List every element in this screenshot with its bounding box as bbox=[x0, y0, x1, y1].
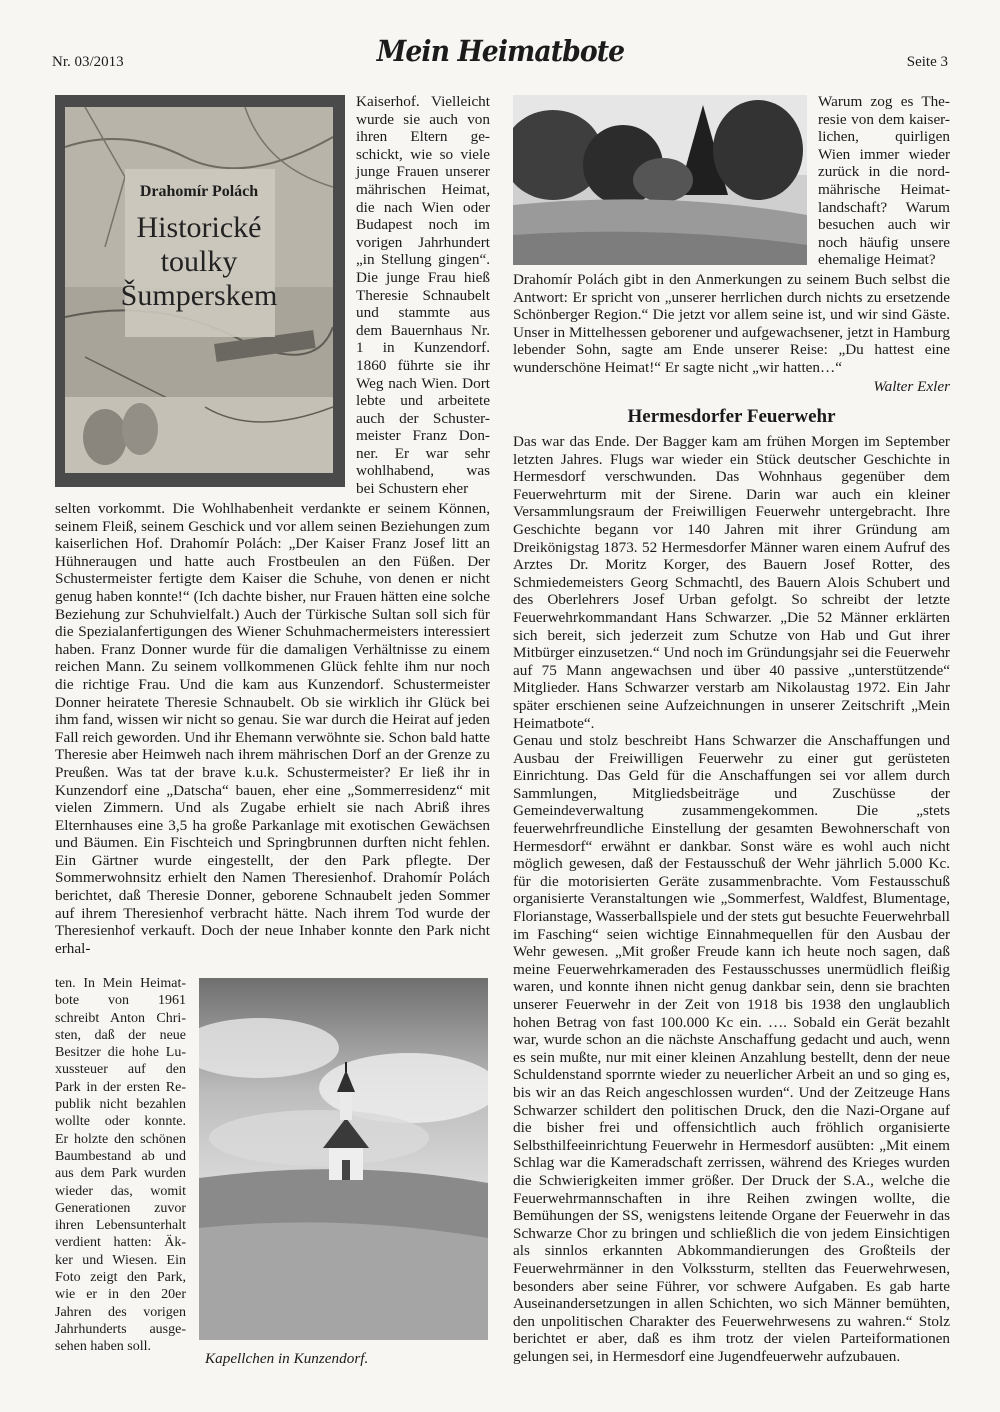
text-line: landschaft? Warum bbox=[818, 198, 950, 216]
text-line: bei Schustern eher bbox=[356, 480, 469, 498]
text-line: die nach Wien oder bbox=[356, 198, 490, 216]
text-line: wie er in den 20er bbox=[55, 1287, 186, 1303]
text-line: schickt, wie so viele bbox=[356, 145, 490, 163]
park-illustration bbox=[513, 95, 807, 265]
chapel-photo bbox=[199, 978, 488, 1340]
left-lower-wrap-lines bbox=[55, 975, 186, 1356]
right-paragraph-2: Das war das Ende. Der Bagger kam am frühen Morgen im September letzten Jahres. Flugs war wieder ein Stück deutscher Geschichte in Hermesdorf verschwunden. Das Wohnhaus gegenüber dem Feuerwehrturm mit der Sirene. Darin war auch ein kleiner Versammlungsraum der Freiwilligen Feuerwehr untergebracht. Ihre Geschichte begann vor 140 Jahren mit ihrer Gründung am Dreikönigstag 1873. 52 Hermesdorfer Männer waren einem Aufruf des Arztes Dr. Moritz Korger, des Bauern Josef Rotter, des Schmiedemeisters Georg Schmachtl, des Bauern Alois Schubert und des Oberlehrers Josef Urban gefolgt. So schreibt der letzte Feuerwehrkommandant Hans Schwarzer. „Die 52 Männer erklärten sich bereit, sich jederzeit zum Schutze von Hab und Gut ihrer Mitbürger einzusetzen.“ Und noch im Gründungsjahr sei die Feuerwehr auf 75 Mann angewachsen und über 40 passive „unterstützende“ Mitglieder. Hans Schwarzer verstarb am Nikolaustag 1972. Ein Jahr später erschienen seine Aufzeichnungen in unserer Zeitschrift „Mein Heimatbote“. bbox=[513, 433, 950, 732]
text-line: Foto zeigt den Park, bbox=[55, 1270, 186, 1286]
text-line: Er holzte den schönen bbox=[55, 1131, 186, 1147]
page-number: Seite 3 bbox=[906, 54, 948, 70]
text-line: vorigen Jahrhundert bbox=[356, 233, 490, 251]
text-line: mährischen Heimat, bbox=[356, 180, 490, 198]
text-line: publik nicht bezahlen bbox=[55, 1097, 186, 1113]
text-line: wollte oder konnte. bbox=[55, 1114, 186, 1130]
text-line: Die junge Frau hieß bbox=[356, 268, 490, 286]
text-line: lebte und arbeitete bbox=[356, 392, 490, 410]
text-line: 1860 führte sie ihr bbox=[356, 356, 490, 374]
right-article-text bbox=[513, 433, 950, 1365]
book-cover-image bbox=[55, 95, 345, 487]
text-line: resie von dem kaiser- bbox=[818, 110, 950, 128]
text-line: Jahrhunderts ausge- bbox=[55, 1321, 186, 1337]
text-line: ehemalige Heimat? bbox=[818, 251, 936, 269]
author-signature: Walter Exler bbox=[873, 378, 950, 395]
text-line: zurück in die nord- bbox=[818, 163, 950, 181]
text-line: ihren Lebensunterhalt bbox=[55, 1218, 186, 1234]
text-line: aus dem Park wurden bbox=[55, 1166, 186, 1182]
text-line: junge Frauen unserer bbox=[356, 163, 490, 181]
text-line: xussteuer auf den bbox=[55, 1062, 186, 1078]
right-paragraph-1: Drahomír Polách gibt in den Anmerkungen zu seinem Buch selbst die Antwort: Er spricht von „unserer herrlichen durch nichts zu ersetzende Schönberger Region.“ Die jetzt vor allem seine ist, und wir sind Gäste. Unser in Mittelhessen geborener und aufgewachsener, jetzt in Hamburg lebender Sohn, sagte am Ende unserer Reise: „Du hattest eine wunderschöne Heimat!“ Er sagte nicht „wir hatten…“ bbox=[513, 271, 950, 376]
issue-number: Nr. 03/2013 bbox=[52, 54, 124, 70]
left-paragraph: selten vorkommt. Die Wohlhabenheit verdankte er seinem Können, seinem Fleiß, seinem Geschick und vor allem seinen Beziehungen zum kaiserlichen Hof. Drahomír Polách: „Der Kaiser Franz Josef litt an Hühneraugen und hatte auch Frostbeulen an den Füßen. Der Schustermeister fertigte dem Kaiser die Schuhe, von denen er nicht genug haben konnte!“ (Ich dachte bisher, nur Frauen hätten eine solche Beziehung zur Schuhvielfalt.) Auch der Türkische Sultan soll sich für die Spezialanfertigungen des Wiener Schuhmachermeisters interessiert haben. Franz Donner wurde für die damaligen Verhältnisse zu einem reichen Mann. Zu seinem vollkommenen Glück fehlte ihm nur noch die richtige Frau. Und die kam aus Kunzendorf. Schustermeister Donner heiratete Theresie Schnaubelt. Ob sie wirklich ihr Glück bei ihm fand, wissen wir nicht so genau. Sie war durch die Heirat auf jeden Fall reich geworden. Und ihr Ehemann verwöhnte sie. Schon bald hatte Theresie aber Heimweh nach ihrem mährischen Dorf an der Grenze zu Preußen. Was tat der brave k.u.k. Schustermeister? Er ließ ihr in Kunzendorf eine „Datscha“ bauen, eher eine „Sommerresidenz“ mit vielen Zimmern. Und als Zugabe erhielt sie nach Abriß ihres Elternhauses eine 3,5 ha große Parkanlage mit exotischen Gewächsen und Bäumen. Ein Fischteich und Springbrunnen durften nicht fehlen. Ein Gärtner wurde eingestellt, der den Park pflegte. Der Sommerwohnsitz erhielt den Namen Theresienhof. Drahomír Polách berichtet, daß Theresie Donner, geborene Schnaubelt jeden Sommer auf ihrem Theresienhof verbracht hätte. Nach ihrem Tod wurde der Theresienhof verkauft. Doch der neue Inhaber konnte den Park nicht erhal- bbox=[55, 500, 490, 957]
chapel-illustration bbox=[199, 978, 488, 1340]
text-line: Generationen zuvor bbox=[55, 1200, 186, 1216]
right-wrap-lines bbox=[818, 93, 950, 269]
text-line: Besitzer die hohe Lu- bbox=[55, 1045, 186, 1061]
left-lower-wrap-text bbox=[55, 975, 186, 1356]
text-line: sten, daß der neue bbox=[55, 1027, 186, 1043]
right-paragraph-3: Genau und stolz beschreibt Hans Schwarzer die Anschaffungen und Ausbau der Freiwilligen Feuerwehr zu einer gut gerüsteten Einrichtung. Das Geld für die Anschaffungen sei vor allem durch Sammlungen, Mitgliedsbeiträge und Zuschüsse der Gemeindeverwaltung zusammengekommen. Die „stets feuerwehrfreundliche Einstellung der gesamten Bewohnerschaft von Hermesdorf“ erwähnt er dankbar. Sonst wäre es wohl auch nicht möglich gewesen, daß der Festausschuß der Wehr jährlich 5.000 Kc. für die motorisierten Geräte zusammenbrachte. Vom Festausschuß organisierte Veranstaltungen wie „Sommerfest, Waldfest, Blumentage, Florianstage, Wasserballspiele und der stets gut besuchte Feuerwehrball im Fasching“ seien wichtige Einnahmequellen für den Ausbau der Wehr gewesen. „Mit großer Freude kann ich heute noch sagen, daß meine Feuerwehrkameraden des Festausschusses unermüdlich fleißig waren, und konnte ihnen nicht genug dankbar sein, denn sie brachten unserer Feuerwehr in der Zeit von 1918 bis 1938 den unglaublich hohen Betrag von fast 100.000 Kc ein. …. Sobald ein Gerät bezahlt war, wurde schon an die nächste Anschaffung gedacht und auch, wenn es sein mußte, nur mit einer kleinen Anzahlung bestellt, denn der neue Schuldenstand sporrnte wieder zu neuerlicher Arbeit an und so ging es, bis wir an das Reich angeschlossen wurden“. Und der Zeitzeuge Hans Schwarzer schildert den politischen Druck, den die Nazi-Organe auf die bisher frei und offensichtlich auch fröhlich organisierte Selbsthilfeeinrichtung Feuerwehr in Hermesdorf ausübten: „Mit einem Schlag war die Kameradschaft zerrissen, während des Krieges wurden die Schwierigkeiten immer größer. Der Druck der S.A., welche die Feuerwehrmannschaften in ihre Reihen zwingen wollte, die Bemühungen der SS, wenigstens leitende Organe der Feuerwehr in das Schwarze Chor zu bringen und schließlich die von jedem Einsichtigen als sinnlos erkannten Abkommandierungen des Großteils der Feuerwehrmänner in den Volkssturm, stellten das Feuerwehrwesen, besonders aber seine Führer, vor schwere Aufgaben. Es gab harte Auseinandersetzungen in allen Schichten, wo sich Männer bemühten, den unpolitischen Charakter des Feuerwehrwesens zu wahren.“ Stolz berichtet er aber, daß es ihm trotz der vielen Parteiformationen gelungen sei, in Hermesdorf eine Jugendfeuerwehr aufzubauen. bbox=[513, 732, 950, 1365]
text-line: ihren Eltern ge- bbox=[356, 128, 490, 146]
text-line: ker und Wiesen. Ein bbox=[55, 1252, 186, 1268]
right-intro-text bbox=[513, 271, 950, 377]
text-line: Weg nach Wien. Dort bbox=[356, 374, 490, 392]
text-line: Theresie Schnaubelt bbox=[356, 286, 490, 304]
text-line: wieder das, womit bbox=[55, 1183, 186, 1199]
text-line: besuchen auch wir bbox=[818, 216, 950, 234]
text-line: Jahren des vorigen bbox=[55, 1304, 186, 1320]
text-line: „in Stellung gingen“. bbox=[356, 251, 490, 269]
left-wrap-lines bbox=[356, 93, 490, 498]
text-line: und stammte aus bbox=[356, 304, 490, 322]
text-line: mährische Heimat- bbox=[818, 180, 950, 198]
book-author: Drahomír Polách bbox=[139, 183, 259, 200]
text-line: Baumbestand ab und bbox=[55, 1148, 186, 1164]
text-line: meister Franz Don- bbox=[356, 427, 490, 445]
text-line: Park in der ersten Re- bbox=[55, 1079, 186, 1095]
masthead-title: Mein Heimatbote bbox=[376, 34, 624, 68]
text-line: Warum zog es The- bbox=[818, 93, 950, 110]
text-line: 1 in Kunzendorf. bbox=[356, 339, 490, 357]
text-line: bote von 1961 bbox=[55, 993, 186, 1009]
park-photo bbox=[513, 95, 807, 265]
article-headline: Hermesdorfer Feuerwehr bbox=[627, 406, 836, 427]
text-line: ner. Er war sehr bbox=[356, 444, 490, 462]
text-line: verdient hatten: Äk- bbox=[55, 1235, 186, 1251]
text-line: sehen haben soll. bbox=[55, 1339, 152, 1355]
text-line: Wien immer wieder bbox=[818, 145, 950, 163]
text-line: lichen, quirligen bbox=[818, 128, 950, 146]
text-line: schreibt Anton Chri- bbox=[55, 1010, 186, 1026]
book-title: Historické toulky Šumperskem bbox=[120, 211, 278, 312]
text-line: wohlhabend, was bbox=[356, 462, 490, 480]
text-line: ten. In Mein Heimat- bbox=[55, 976, 186, 991]
left-main-text bbox=[55, 500, 490, 957]
right-wrap-text bbox=[818, 93, 950, 269]
text-line: wurde sie auch von bbox=[356, 110, 490, 128]
photo-caption: Kapellchen in Kunzendorf. bbox=[205, 1350, 369, 1367]
text-line: Kaiserhof. Vielleicht bbox=[356, 93, 490, 110]
text-line: noch häufig unsere bbox=[818, 233, 950, 251]
text-line: dem Bauernhaus Nr. bbox=[356, 321, 490, 339]
text-line: Budapest noch im bbox=[356, 216, 490, 234]
left-wrap-text bbox=[356, 93, 490, 498]
text-line: auch der Schuster- bbox=[356, 409, 490, 427]
